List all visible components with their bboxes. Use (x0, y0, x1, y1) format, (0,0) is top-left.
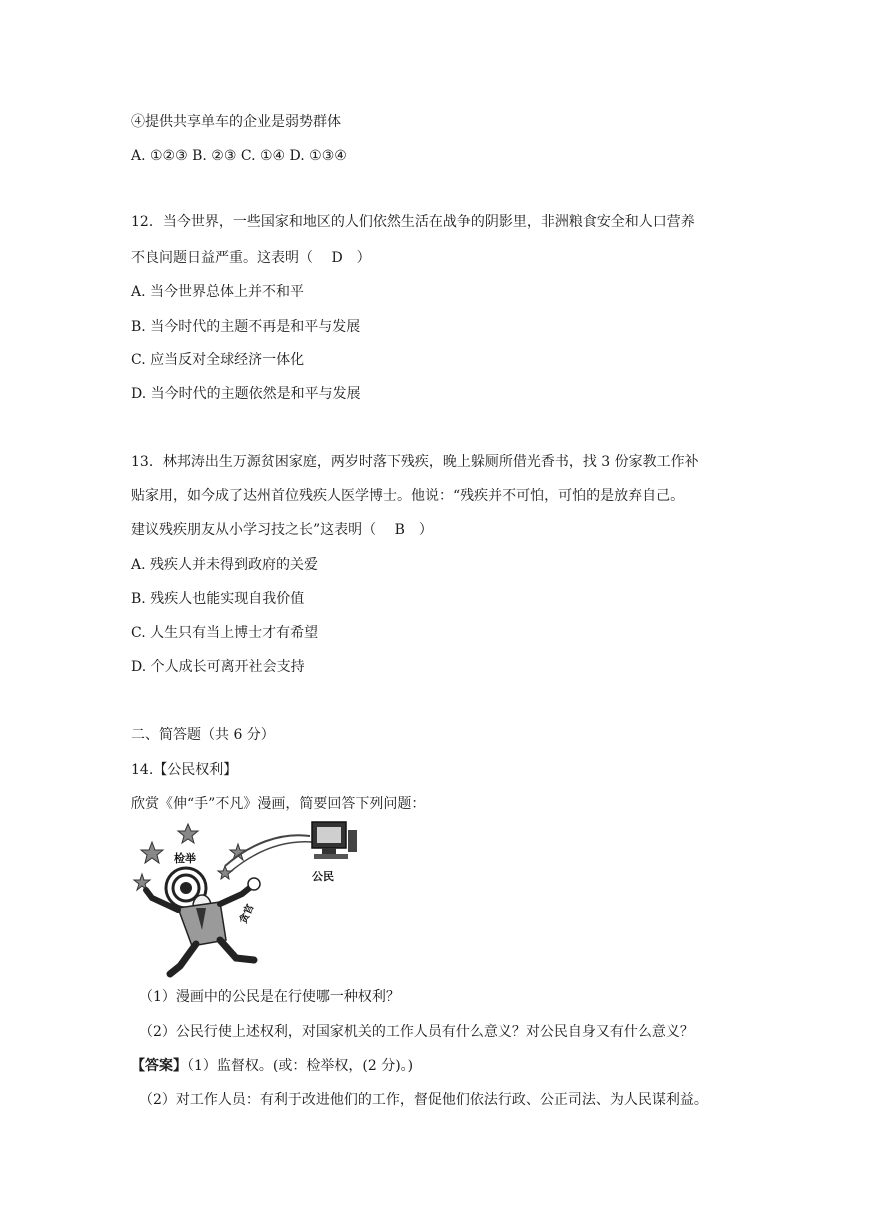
q13-option-b: B. 残疾人也能实现自我价值 (131, 591, 305, 607)
star-icon (141, 842, 163, 863)
q13-option-a: A. 残疾人并未得到政府的关爱 (131, 557, 319, 573)
q13-stem-line3: 建议残疾朋友从小学习技之长”这表明（ B ） (131, 522, 433, 538)
cartoon-label-official: 贪官 (238, 902, 257, 926)
cartoon-label-report: 检举 (174, 852, 196, 865)
q14-title: 14.【公民权利】 (131, 762, 238, 778)
q11-options: A. ①②③ B. ②③ C. ①④ D. ①③④ (131, 148, 347, 164)
q14-intro: 欣赏《伸“手”不凡》漫画，简要回答下列问题： (131, 796, 426, 812)
q14-sub-question-1: （1）漫画中的公民是在行使哪一种权利？ (139, 989, 400, 1005)
q14-sub-question-2: （2）公民行使上述权利，对国家机关的工作人员有什么意义？对公民自身又有什么意义？ (139, 1024, 694, 1040)
q13-option-d: D. 个人成长可离开社会支持 (131, 659, 305, 675)
answer-label: 【答案】 (131, 1058, 187, 1074)
q14-answer-2: （2）对工作人员：有利于改进他们的工作，督促他们依法行政、公正司法、为人民谋利益。 (139, 1092, 708, 1108)
q13-option-c: C. 人生只有当上博士才有希望 (131, 625, 319, 641)
cartoon-image (130, 818, 360, 978)
answer-1-text: （1）监督权。(或：检举权，(2 分)。) (187, 1058, 414, 1074)
q12-option-b: B. 当今时代的主题不再是和平与发展 (131, 319, 361, 335)
star-icon (178, 824, 198, 843)
q12-stem-line1: 12．当今世界，一些国家和地区的人们依然生活在战争的阴影里，非洲粮食安全和人口营养 (131, 214, 695, 230)
computer-icon (312, 822, 357, 859)
q13-stem-line1: 13．林邦涛出生万源贫困家庭，两岁时落下残疾，晚上躲厕所借光香书，找 3 份家教工作补 (131, 454, 699, 470)
q12-stem-line2: 不良问题日益严重。这表明（ D ） (131, 250, 371, 266)
q14-answer-1 (131, 1056, 413, 1076)
section-2-heading: 二、简答题（共 6 分） (131, 727, 275, 743)
q12-option-a: A. 当今世界总体上并不和平 (131, 284, 305, 300)
q11-item-4: ④提供共享单车的企业是弱势群体 (131, 114, 341, 130)
q13-stem-line2: 贴家用，如今成了达州首位残疾人医学博士。他说：“残疾并不可怕，可怕的是放弃自己。 (131, 488, 685, 504)
star-icon (218, 866, 232, 879)
q12-option-d: D. 当今时代的主题依然是和平与发展 (131, 386, 361, 402)
q12-option-c: C. 应当反对全球经济一体化 (131, 352, 305, 368)
cartoon-label-citizen: 公民 (312, 870, 334, 883)
